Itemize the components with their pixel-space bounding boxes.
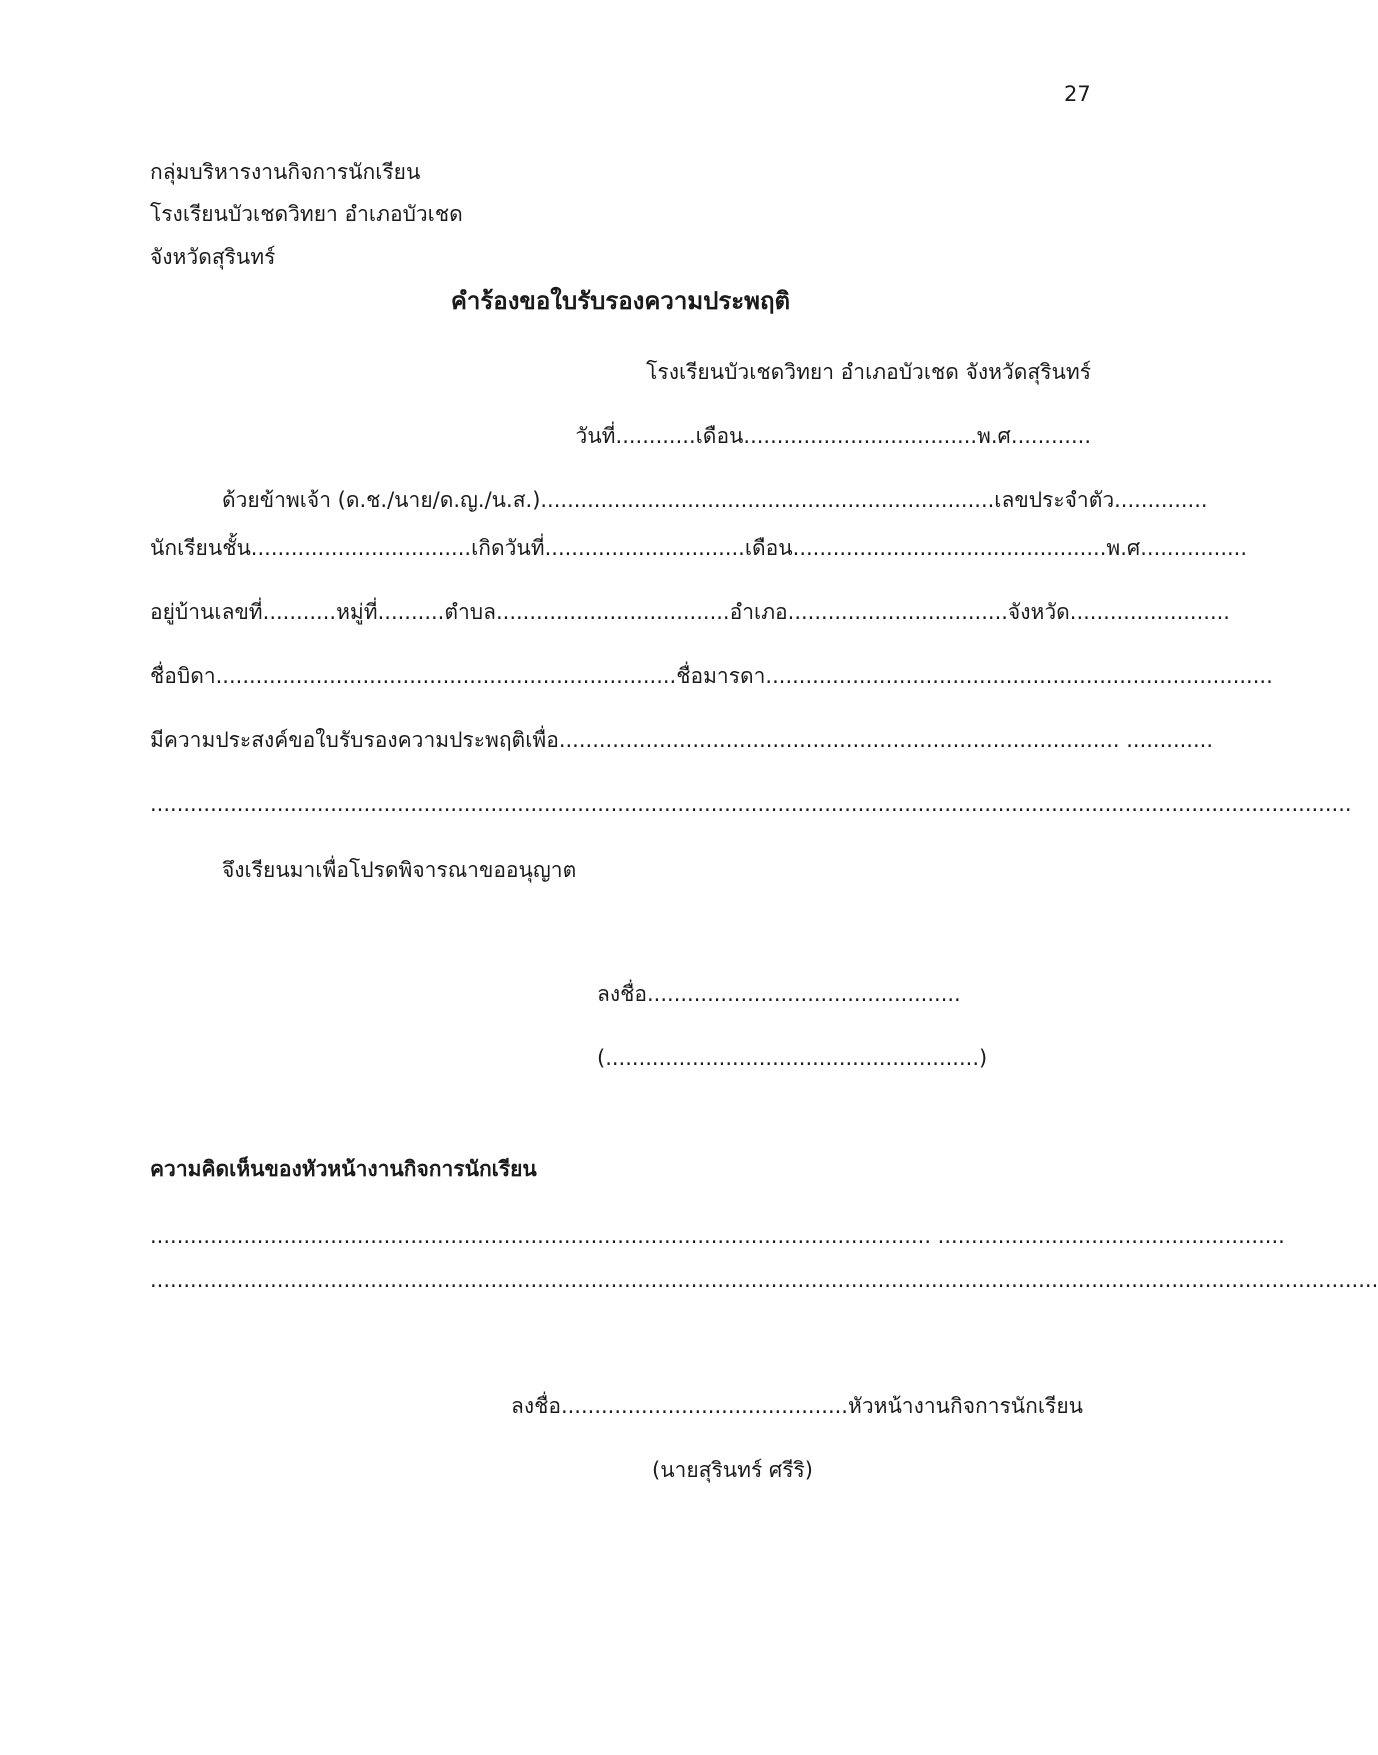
body-line-name: ด้วยข้าพเจ้า (ด.ช./นาย/ด.ญ./น.ส.)....................................................................เลขประจำตัว.............. — [222, 488, 1208, 512]
opinion-line-2: ........................................................................................................................................................................................ — [150, 1268, 1378, 1292]
body-line-purpose: มีความประสงค์ขอใบรับรองความประพฤติเพื่อ.................................................................................... ............. — [150, 728, 1214, 752]
opinion-heading: ความคิดเห็นของหัวหน้างานกิจการนักเรียน — [150, 1157, 537, 1181]
date-line: วันที่............เดือน...................................พ.ศ............ — [575, 424, 1091, 448]
header-department: กลุ่มบริหารงานกิจการนักเรียน — [150, 160, 421, 184]
address-right: โรงเรียนบัวเชดวิทยา อำเภอบัวเชด จังหวัดสุรินทร์ — [646, 360, 1091, 384]
body-line-class: นักเรียนชั้น.................................เกิดวันที่..............................เดือน...............................................พ.ศ................ — [150, 536, 1248, 560]
body-line-purpose-cont: .................................................................................................................................................................................... — [150, 792, 1352, 816]
body-line-parents: ชื่อบิดา.....................................................................ชื่อมารดา............................................................................ — [150, 664, 1273, 688]
signature-name-line: (........................................................) — [597, 1046, 988, 1070]
page-number: 27 — [1064, 82, 1091, 106]
document-title: คำร้องขอใบรับรองความประพฤติ — [450, 287, 791, 315]
closing-text: จึงเรียนมาเพื่อโปรดพิจารณาขออนุญาต — [222, 858, 577, 882]
head-signature-name: (นายสุรินทร์ ศรีริ) — [652, 1458, 813, 1482]
signature-line: ลงชื่อ............................................... — [597, 982, 961, 1006]
head-signature-line: ลงชื่อ...........................................หัวหน้างานกิจการนักเรียน — [510, 1394, 1083, 1418]
header-province: จังหวัดสุรินทร์ — [150, 245, 276, 269]
opinion-line-1: ..................................................................................................................... .................................................... — [150, 1224, 1285, 1248]
body-line-address: อยู่บ้านเลขที่...........หมู่ที่..........ตำบล...................................อำเภอ.................................จังหวัด........................ — [150, 600, 1230, 624]
header-school: โรงเรียนบัวเชดวิทยา อำเภอบัวเชด — [150, 202, 463, 226]
